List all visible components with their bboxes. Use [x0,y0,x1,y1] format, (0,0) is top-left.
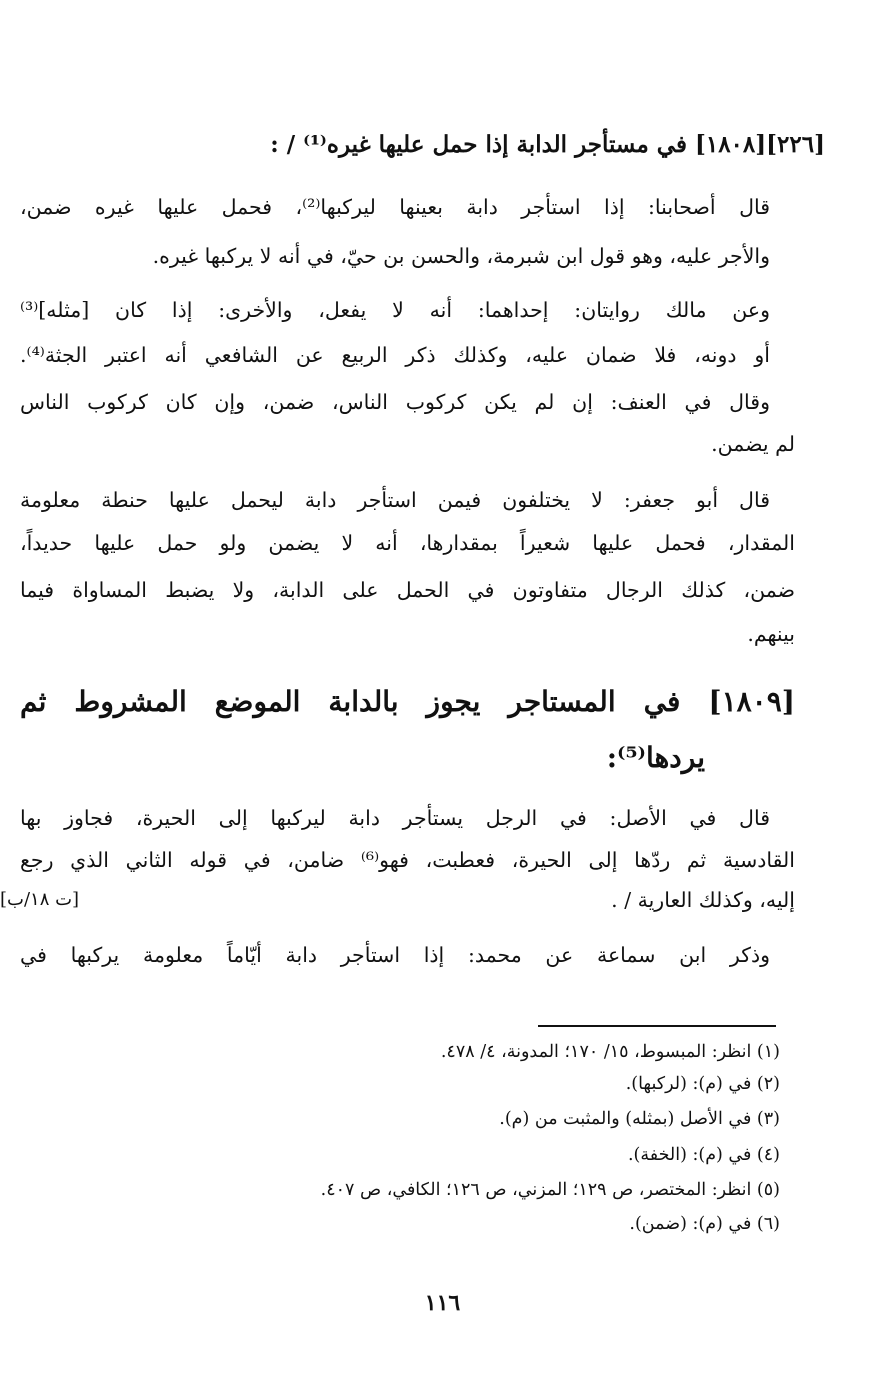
footnote: (٥) انظر: المختصر، ص ١٢٩؛ المزني، ص ١٢٦؛ الكافي، ص ٤٠٧. [320,1180,780,1200]
paragraph-line: أو دونه، فلا ضمان عليه، وكذلك ذكر الربيع عن الشافعي أنه اعتبر الجثة⁽⁴⁾. [20,343,770,367]
footnote: (٢) في (م): (لركبها). [625,1074,780,1094]
paragraph-line: القادسية ثم ردّها إلى الحيرة، فعطبت، فهو⁽⁶⁾ ضامن، في قوله الثاني الذي رجع [20,848,795,872]
paragraph-line: والأجر عليه، وهو قول ابن شبرمة، والحسن بن حيّ، في أنه لا يركبها غيره. [152,244,770,268]
footnote: (٣) في الأصل (بمثله) والمثبت من (م). [499,1109,780,1129]
paragraph-line: لم يضمن. [711,432,795,456]
footnote: (٤) في (م): (الخفة). [627,1145,780,1165]
paragraph-line: بينهم. [747,622,795,646]
paragraph-line: المقدار، فحمل عليها شعيراً بمقدارها، أنه لا يضمن ولو حمل عليها حديداً، [20,531,795,555]
paragraph-line: ضمن، كذلك الرجال متفاوتون في الحمل على الدابة، ولا يضبط المساواة فيما [20,578,795,602]
heading-text: [١٨٠٨] في مستأجر الدابة إذا حمل عليها غيره⁽¹⁾ / : [270,131,767,158]
paragraph-line: قال في الأصل: في الرجل يستأجر دابة ليركبها إلى الحيرة، فجاوز بها [20,806,770,830]
footnote: (٦) في (م): (ضمن). [629,1214,780,1234]
section-heading-1809: [١٨٠٩] في المستاجر يجوز بالدابة الموضع المشروط ثم [20,685,795,718]
footnote-divider [538,1025,776,1027]
section-heading-1808 [20,125,825,165]
paragraph-line: قال أصحابنا: إذا استأجر دابة بعينها ليركبها⁽²⁾، فحمل عليها غيره ضمن، [20,195,771,219]
page-number: ١١٦ [424,1290,461,1316]
footnote: (١) انظر: المبسوط، ١٥/ ١٧٠؛ المدونة، ٤/ ٤٧٨. [440,1042,780,1062]
paragraph-line: قال أبو جعفر: لا يختلفون فيمن استأجر دابة ليحمل عليها حنطة معلومة [20,488,770,512]
paragraph-line: إليه، وكذلك العارية / . [611,888,795,912]
paragraph-line: وذكر ابن سماعة عن محمد: إذا استأجر دابة أيّاماً معلومة يركبها في [20,943,770,967]
paragraph-line: وقال في العنف: إن لم يكن كركوب الناس، ضمن، وإن كان كركوب الناس [20,390,770,414]
margin-note: [ت ١٨/ب] [0,889,80,910]
page-marker: [٢٢٦] [766,131,825,158]
paragraph-line: وعن مالك روايتان: إحداهما: أنه لا يفعل، والأخرى: إذا كان [مثله]⁽³⁾ [20,298,770,322]
section-heading-1809-cont: يردها⁽⁵⁾: [606,741,705,774]
